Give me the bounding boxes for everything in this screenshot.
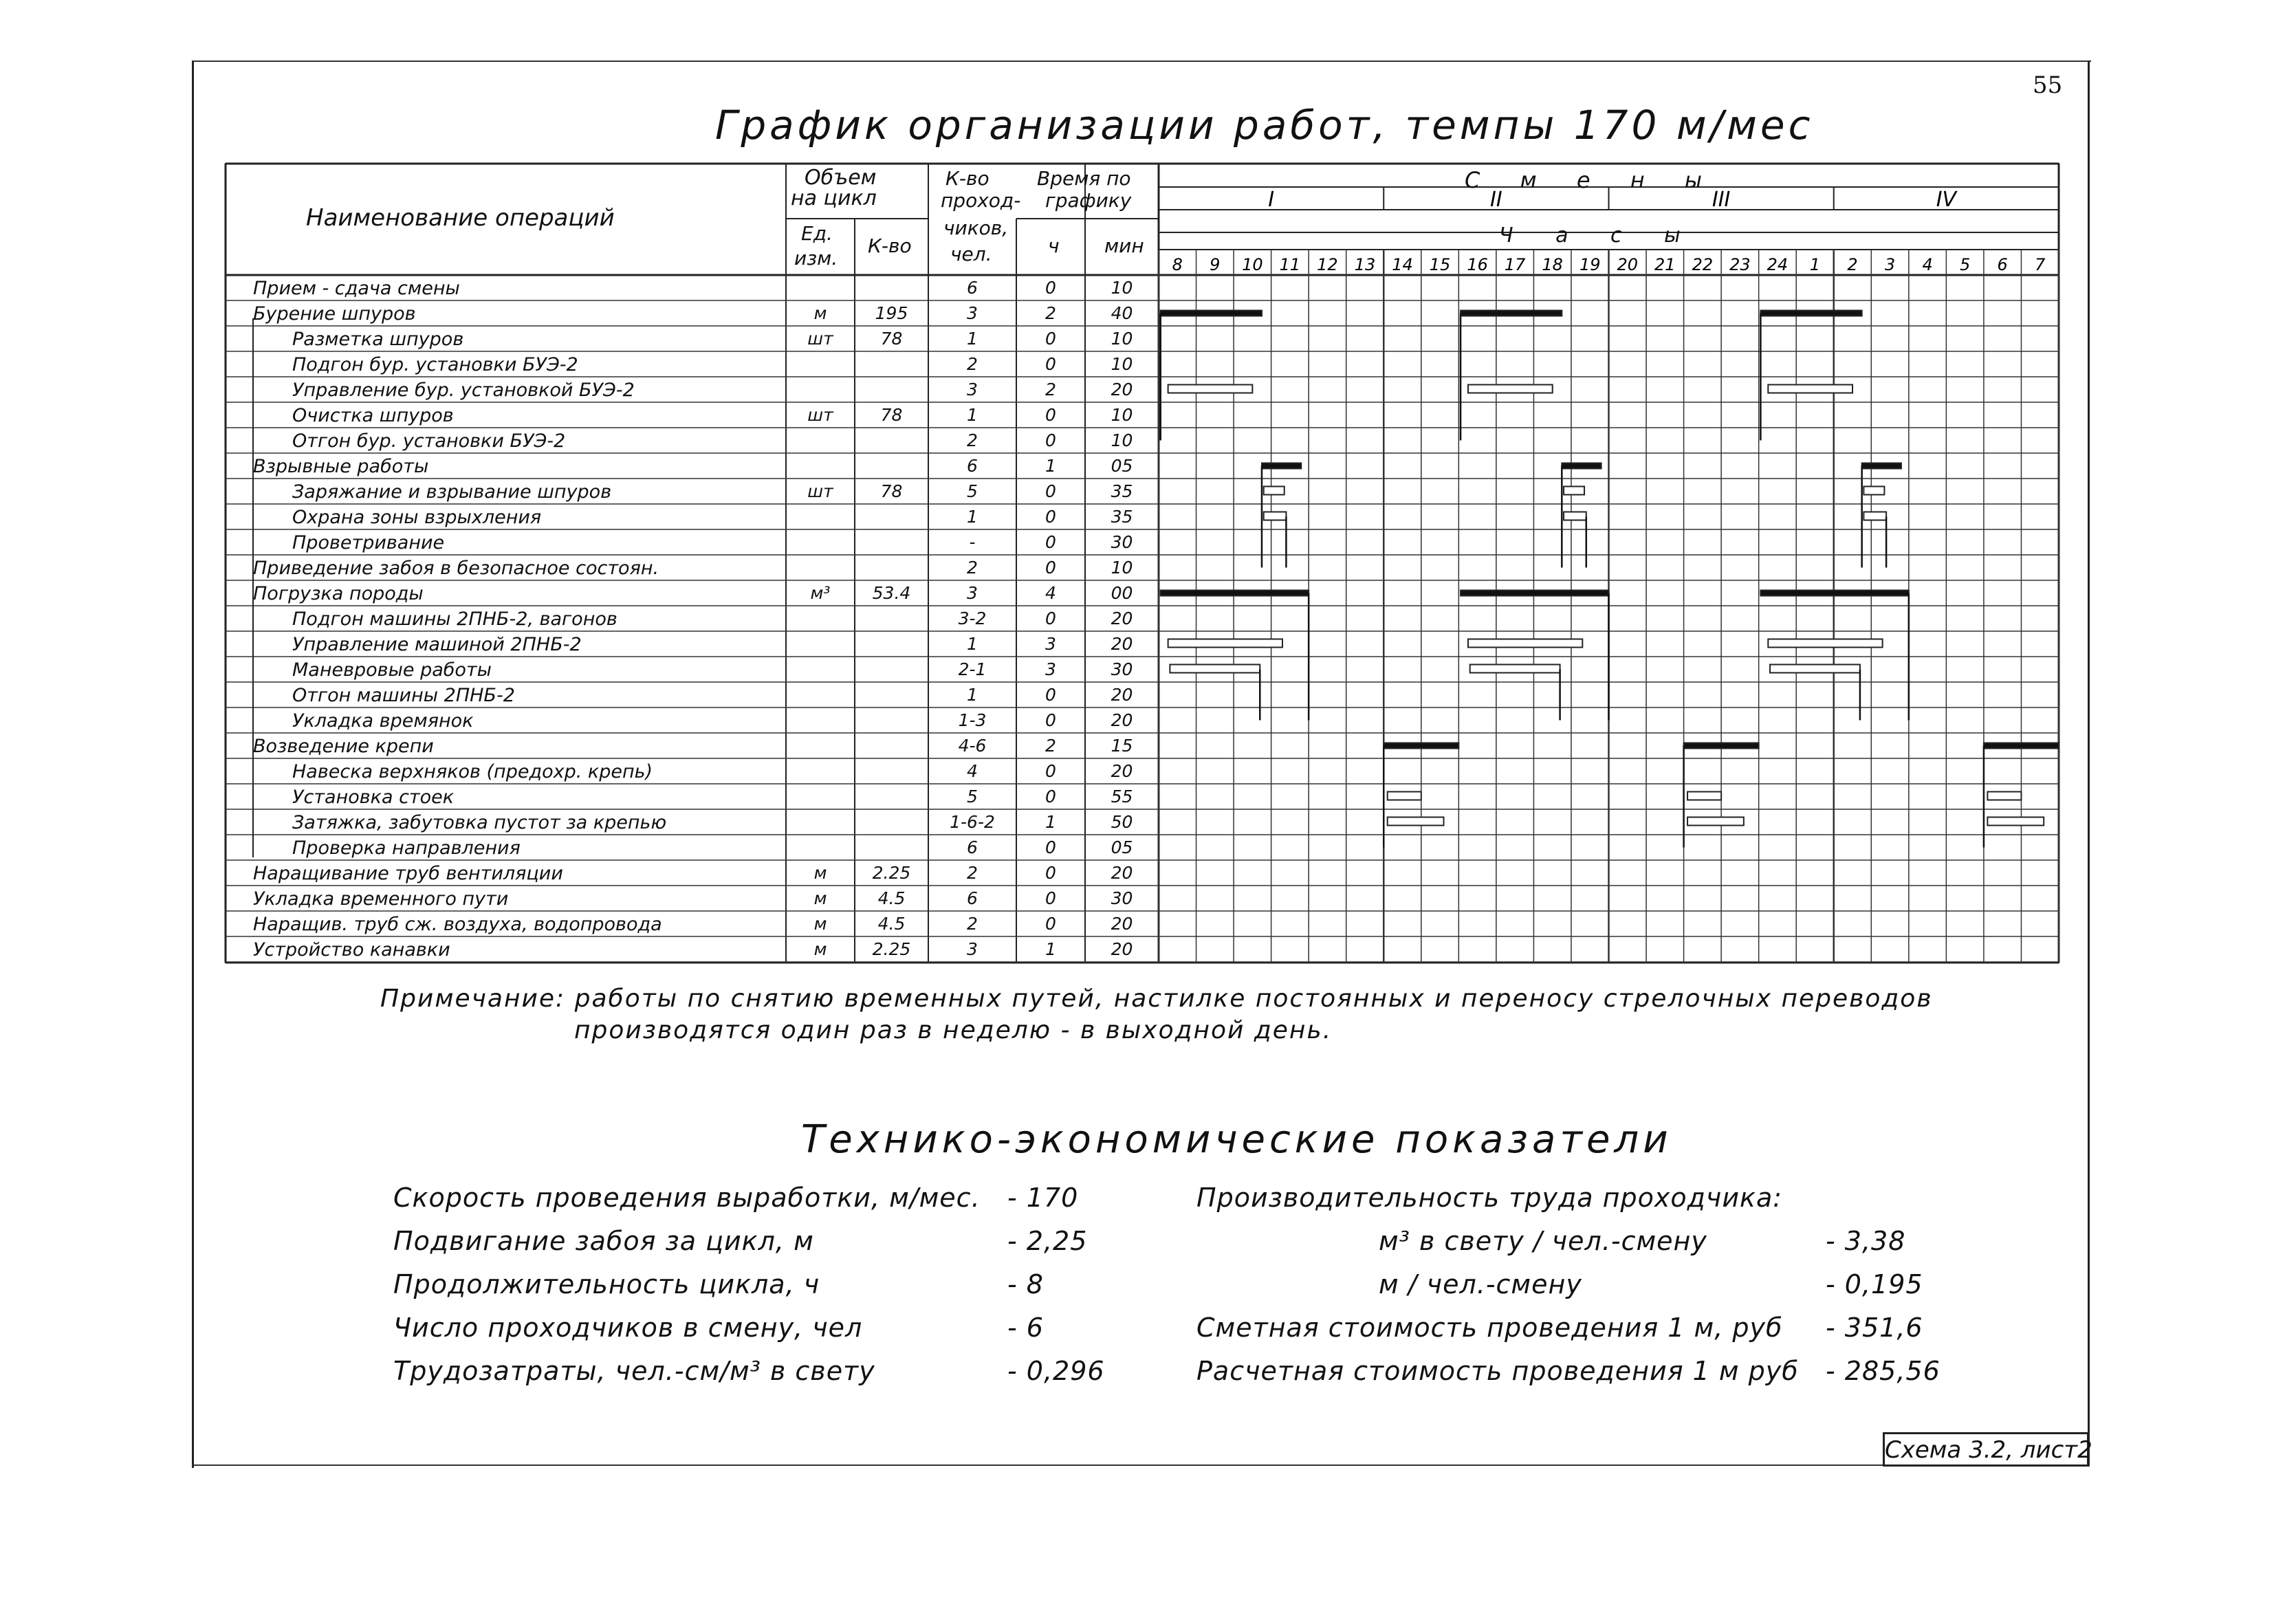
- operation-hours: 0: [1045, 914, 1056, 934]
- gantt-bar: [1768, 385, 1852, 393]
- operation-minutes: 20: [1111, 608, 1133, 628]
- header-qty: К-во: [868, 234, 912, 257]
- operation-minutes: 30: [1111, 659, 1133, 679]
- hour-label: 2: [1847, 255, 1858, 274]
- operation-minutes: 05: [1111, 837, 1133, 857]
- shift-number: II: [1490, 188, 1502, 212]
- operation-workers: 5: [967, 787, 978, 806]
- operation-minutes: 10: [1111, 430, 1133, 450]
- operation-unit: шт: [807, 405, 833, 425]
- operation-minutes: 20: [1111, 685, 1133, 705]
- operation-workers: 1: [967, 685, 978, 705]
- header-minutes: мин: [1104, 234, 1144, 257]
- header-workers-3: чиков,: [943, 217, 1009, 239]
- indicator-label: Продолжительность цикла, ч: [393, 1269, 820, 1299]
- gantt-bar: [1170, 665, 1260, 673]
- gantt-bar: [1564, 487, 1584, 495]
- hour-label: 19: [1579, 255, 1601, 274]
- operation-hours: 4: [1045, 583, 1056, 603]
- hour-label: 17: [1504, 255, 1526, 274]
- indicator-value: - 285,56: [1826, 1356, 1940, 1386]
- operation-workers: 3: [967, 583, 978, 603]
- operation-hours: 0: [1045, 430, 1056, 450]
- indicator-value: - 6: [1007, 1313, 1044, 1343]
- operation-hours: 0: [1045, 278, 1056, 298]
- operation-hours: 0: [1045, 863, 1056, 883]
- sheet-stamp: Схема 3.2, лист2: [1883, 1432, 2089, 1467]
- operation-qty: 4.5: [877, 914, 906, 934]
- operation-workers: 3: [967, 303, 978, 323]
- operation-name: Управление машиной 2ПНБ-2: [292, 634, 582, 655]
- indicator-label: Трудозатраты, чел.-см/м³ в свету: [393, 1356, 875, 1386]
- operation-minutes: 10: [1111, 278, 1133, 298]
- operation-workers: 2: [967, 354, 978, 374]
- header-hours: ч: [1048, 234, 1060, 257]
- operation-name: Подгон бур. установки БУЭ-2: [292, 354, 578, 375]
- hour-label: 11: [1279, 255, 1301, 274]
- operation-minutes: 35: [1111, 481, 1133, 501]
- note-line-2: производятся один раз в неделю - в выходной день.: [574, 1016, 1333, 1044]
- hour-label: 9: [1210, 255, 1221, 274]
- operation-workers: 6: [967, 888, 978, 908]
- operation-minutes: 35: [1111, 507, 1133, 527]
- operation-hours: 0: [1045, 481, 1056, 501]
- indicator-value: - 3,38: [1826, 1226, 1906, 1256]
- gantt-bar: [1388, 792, 1421, 800]
- hour-label: 22: [1692, 255, 1714, 274]
- operation-name: Подгон машины 2ПНБ-2, вагонов: [292, 608, 617, 630]
- operation-hours: 0: [1045, 558, 1056, 578]
- gantt-bar: [1760, 591, 1908, 596]
- operation-minutes: 20: [1111, 863, 1133, 883]
- indicator-value: - 0,296: [1007, 1356, 1105, 1386]
- gantt-bar: [1687, 792, 1721, 800]
- operation-minutes: 20: [1111, 380, 1133, 399]
- operation-name: Возведение крепи: [253, 736, 434, 757]
- operation-name: Охрана зоны взрыхления: [292, 507, 542, 528]
- hour-label: 23: [1729, 255, 1751, 274]
- hour-label: 4: [1922, 255, 1933, 274]
- operation-hours: 3: [1045, 659, 1056, 679]
- operation-name: Заряжание и взрывание шпуров: [292, 481, 612, 503]
- operation-name: Укладка временного пути: [253, 888, 509, 910]
- operation-name: Отгон бур. установки БУЭ-2: [292, 430, 566, 452]
- indicator-value: - 0,195: [1826, 1269, 1923, 1299]
- operation-workers: 2-1: [958, 659, 987, 679]
- operation-workers: 6: [967, 456, 978, 476]
- operation-minutes: 40: [1111, 303, 1133, 323]
- operation-minutes: 30: [1111, 888, 1133, 908]
- header-time-2: графику: [1045, 189, 1132, 212]
- gantt-bar: [1461, 591, 1608, 596]
- operation-workers: 1-6-2: [950, 812, 995, 832]
- operation-workers: 2: [967, 558, 978, 578]
- indicator-value: - 170: [1007, 1183, 1079, 1213]
- operation-qty: 195: [875, 303, 908, 323]
- operation-name: Устройство канавки: [253, 939, 450, 961]
- operation-hours: 2: [1045, 303, 1056, 323]
- header-volume-top: Объем: [805, 166, 877, 190]
- operation-hours: 1: [1045, 812, 1056, 832]
- operation-unit: шт: [807, 481, 833, 501]
- hour-label: 13: [1354, 255, 1376, 274]
- hour-label: 16: [1467, 255, 1488, 274]
- operation-minutes: 20: [1111, 914, 1133, 934]
- operation-minutes: 20: [1111, 761, 1133, 781]
- gantt-bar: [1687, 818, 1744, 826]
- operation-minutes: 05: [1111, 456, 1133, 476]
- gantt-bar: [1262, 463, 1301, 469]
- hour-label: 21: [1654, 255, 1676, 274]
- operation-workers: 1-3: [958, 710, 987, 730]
- indicator-label: Подвигание забоя за цикл, м: [393, 1226, 814, 1256]
- page-number: 55: [2033, 72, 2063, 99]
- operation-name: Прием - сдача смены: [253, 278, 460, 299]
- operation-minutes: 20: [1111, 634, 1133, 654]
- shift-number: IV: [1936, 188, 1957, 212]
- operation-name: Разметка шпуров: [292, 329, 464, 350]
- page-title: График организации работ, темпы 170 м/мес: [715, 102, 1814, 149]
- gantt-bar: [1562, 463, 1601, 469]
- header-unit-2: изм.: [794, 247, 838, 270]
- gantt-bar: [1770, 665, 1860, 673]
- operation-hours: 0: [1045, 405, 1056, 425]
- operation-workers: 1: [967, 329, 978, 349]
- operation-name: Наращив. труб сж. воздуха, водопровода: [253, 914, 662, 935]
- gantt-bar: [1388, 818, 1444, 826]
- shift-number: I: [1268, 188, 1275, 212]
- gantt-bar: [1564, 512, 1586, 520]
- gantt-bar: [1264, 487, 1284, 495]
- operation-workers: 1: [967, 405, 978, 425]
- hour-label: 3: [1884, 255, 1896, 274]
- operation-qty: 2.25: [872, 863, 911, 883]
- indicator-label: м / чел.-смену: [1379, 1269, 1582, 1299]
- operation-minutes: 15: [1111, 736, 1133, 756]
- hour-label: 1: [1809, 255, 1821, 274]
- operation-workers: 3: [967, 380, 978, 399]
- operation-qty: 4.5: [877, 888, 906, 908]
- gantt-bar: [1987, 818, 2044, 826]
- operation-unit: м: [813, 863, 827, 883]
- operation-workers: 6: [967, 278, 978, 298]
- indicator-value: - 8: [1007, 1269, 1044, 1299]
- operation-qty: 53.4: [872, 583, 911, 603]
- gantt-bar: [1384, 743, 1458, 749]
- note-line-1: Примечание: работы по снятию временных путей, настилке постоянных и переносу стрелочных переводов: [380, 985, 1933, 1013]
- operation-name: Отгон машины 2ПНБ-2: [292, 685, 515, 706]
- operation-hours: 0: [1045, 608, 1056, 628]
- header-operation: Наименование операций: [306, 204, 615, 232]
- operation-minutes: 10: [1111, 558, 1133, 578]
- operation-workers: 3: [967, 939, 978, 959]
- operation-minutes: 55: [1111, 787, 1133, 806]
- header-volume-bottom: на цикл: [791, 186, 877, 210]
- operation-name: Проверка направления: [292, 837, 521, 859]
- operation-hours: 2: [1045, 380, 1056, 399]
- header-workers-4: чел.: [950, 243, 992, 265]
- gantt-bar: [1984, 743, 2059, 749]
- operation-workers: 2: [967, 430, 978, 450]
- operation-unit: м: [813, 939, 827, 959]
- gantt-bar: [1863, 487, 1884, 495]
- operation-name: Маневровые работы: [292, 659, 492, 681]
- indicator-label: Сметная стоимость проведения 1 м, руб: [1196, 1313, 1783, 1343]
- gantt-bar: [1264, 512, 1287, 520]
- operation-name: Укладка времянок: [292, 710, 474, 732]
- hour-label: 8: [1172, 255, 1183, 274]
- operation-name: Бурение шпуров: [253, 303, 416, 325]
- operation-workers: -: [969, 532, 976, 552]
- operation-name: Погрузка породы: [253, 583, 424, 604]
- hour-label: 24: [1767, 255, 1789, 274]
- operation-unit: шт: [807, 329, 833, 349]
- hour-label: 12: [1317, 255, 1338, 274]
- indicator-label: Скорость проведения выработки, м/мес.: [393, 1183, 981, 1213]
- operation-name: Проветривание: [292, 532, 445, 553]
- gantt-bar: [1863, 512, 1886, 520]
- operation-qty: 78: [880, 329, 903, 349]
- operation-hours: 1: [1045, 939, 1056, 959]
- gantt-bar: [1987, 792, 2021, 800]
- operation-qty: 78: [880, 481, 903, 501]
- gantt-bar: [1760, 311, 1861, 316]
- operation-hours: 0: [1045, 329, 1056, 349]
- operation-minutes: 20: [1111, 939, 1133, 959]
- operation-hours: 0: [1045, 761, 1056, 781]
- operation-name: Установка стоек: [292, 787, 455, 808]
- header-unit: Ед.: [801, 222, 833, 245]
- hour-label: 20: [1617, 255, 1639, 274]
- gantt-bar: [1461, 311, 1562, 316]
- operation-name: Затяжка, забутовка пустот за крепью: [292, 812, 667, 833]
- gantt-bar: [1168, 385, 1253, 393]
- indicator-value: - 351,6: [1826, 1313, 1923, 1343]
- operation-hours: 0: [1045, 710, 1056, 730]
- operation-hours: 0: [1045, 888, 1056, 908]
- hour-label: 7: [2035, 255, 2046, 274]
- operation-hours: 0: [1045, 837, 1056, 857]
- header-workers-2: проход-: [941, 189, 1021, 212]
- header-shifts: С м е н ы: [1465, 167, 1719, 193]
- header-workers-1: К-во: [945, 167, 990, 190]
- operation-minutes: 10: [1111, 354, 1133, 374]
- hour-label: 14: [1392, 255, 1413, 274]
- operation-minutes: 20: [1111, 710, 1133, 730]
- operation-name: Приведение забоя в безопасное состоян.: [253, 558, 659, 579]
- hour-label: 6: [1997, 255, 2008, 274]
- hour-label: 10: [1242, 255, 1263, 274]
- indicator-label: Расчетная стоимость проведения 1 м руб: [1196, 1356, 1799, 1386]
- gantt-bar: [1168, 639, 1282, 648]
- hour-label: 15: [1429, 255, 1451, 274]
- operation-workers: 1: [967, 507, 978, 527]
- indicator-value: - 2,25: [1007, 1226, 1088, 1256]
- hour-label: 5: [1960, 255, 1971, 274]
- operation-workers: 2: [967, 914, 978, 934]
- gantt-bar: [1768, 639, 1882, 648]
- hour-label: 18: [1542, 255, 1563, 274]
- indicator-label: Число проходчиков в смену, чел: [393, 1313, 863, 1343]
- operation-name: Взрывные работы: [253, 456, 429, 477]
- operation-name: Наращивание труб вентиляции: [253, 863, 563, 884]
- operation-hours: 0: [1045, 685, 1056, 705]
- operation-hours: 0: [1045, 532, 1056, 552]
- operation-workers: 3-2: [958, 608, 987, 628]
- operation-hours: 0: [1045, 507, 1056, 527]
- operation-qty: 2.25: [872, 939, 911, 959]
- gantt-bar: [1684, 743, 1759, 749]
- operation-workers: 1: [967, 634, 978, 654]
- gantt-bar: [1161, 311, 1262, 316]
- gantt-bar: [1470, 665, 1560, 673]
- operation-hours: 0: [1045, 787, 1056, 806]
- operation-minutes: 50: [1111, 812, 1133, 832]
- operation-unit: м³: [810, 583, 831, 603]
- header-hours-label: Ч а с ы: [1499, 223, 1698, 248]
- operation-hours: 1: [1045, 456, 1056, 476]
- operation-hours: 3: [1045, 634, 1056, 654]
- shift-number: III: [1712, 188, 1731, 212]
- operation-hours: 0: [1045, 354, 1056, 374]
- gantt-bar: [1468, 385, 1553, 393]
- operation-workers: 5: [967, 481, 978, 501]
- operation-workers: 2: [967, 863, 978, 883]
- operation-name: Управление бур. установкой БУЭ-2: [292, 380, 635, 401]
- operation-workers: 4: [967, 761, 978, 781]
- operation-unit: м: [813, 914, 827, 934]
- operation-workers: 6: [967, 837, 978, 857]
- productivity-heading: Производительность труда проходчика:: [1196, 1183, 1783, 1213]
- gantt-bar: [1161, 591, 1309, 596]
- operation-minutes: 10: [1111, 405, 1133, 425]
- operation-unit: м: [813, 303, 827, 323]
- gantt-bar: [1468, 639, 1582, 648]
- header-time-1: Время по: [1037, 167, 1131, 190]
- operation-unit: м: [813, 888, 827, 908]
- operation-workers: 4-6: [958, 736, 987, 756]
- operation-minutes: 30: [1111, 532, 1133, 552]
- indicator-label: м³ в свету / чел.-смену: [1379, 1226, 1707, 1256]
- operation-minutes: 00: [1111, 583, 1133, 603]
- operation-minutes: 10: [1111, 329, 1133, 349]
- operation-name: Навеска верхняков (предохр. крепь): [292, 761, 653, 782]
- indicators-title: Технико-экономические показатели: [801, 1117, 1672, 1162]
- operation-name: Очистка шпуров: [292, 405, 454, 426]
- operation-qty: 78: [880, 405, 903, 425]
- operation-hours: 2: [1045, 736, 1056, 756]
- gantt-bar: [1862, 463, 1901, 469]
